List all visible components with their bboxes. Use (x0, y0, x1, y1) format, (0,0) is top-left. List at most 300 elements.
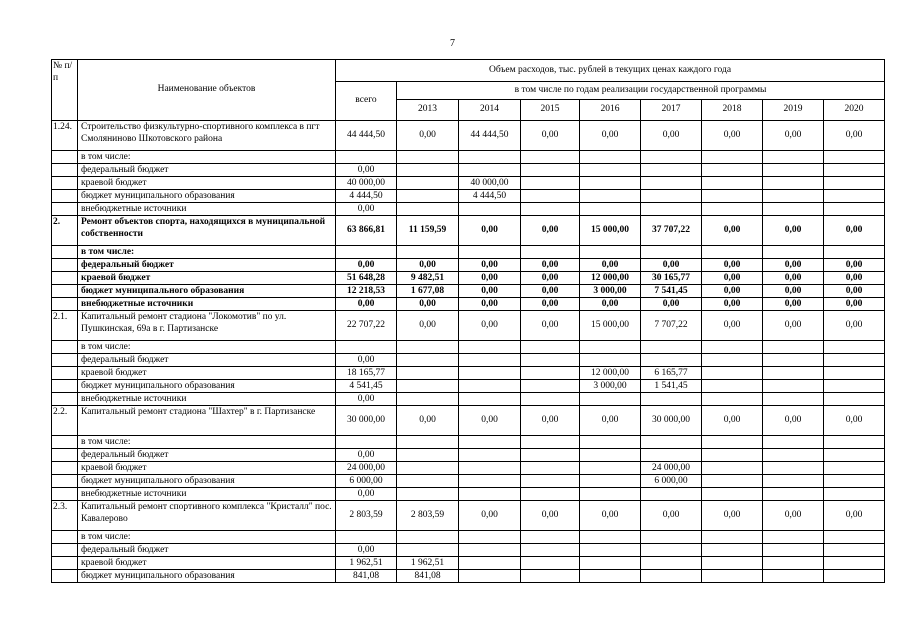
cell-year-value: 15 000,00 (580, 216, 641, 246)
cell-year-value (824, 475, 885, 488)
cell-year-value (763, 475, 824, 488)
cell-year-value (824, 380, 885, 393)
cell-year-value (521, 151, 580, 164)
cell-year-value: 0,00 (824, 121, 885, 151)
cell-year-value (763, 449, 824, 462)
cell-year-value (763, 354, 824, 367)
cell-year-value (580, 393, 641, 406)
cell-year-value (702, 190, 763, 203)
cell-year-value (763, 246, 824, 259)
cell-year-value (641, 531, 702, 544)
header-year: 2016 (580, 100, 641, 121)
cell-year-value (397, 393, 459, 406)
cell-year-value: 0,00 (763, 406, 824, 436)
cell-total: 0,00 (336, 259, 397, 272)
cell-year-value (824, 531, 885, 544)
header-year: 2017 (641, 100, 702, 121)
cell-year-value: 0,00 (521, 501, 580, 531)
cell-year-value: 24 000,00 (641, 462, 702, 475)
cell-year-value (824, 177, 885, 190)
cell-year-value (521, 203, 580, 216)
cell-year-value (702, 203, 763, 216)
cell-year-value (397, 544, 459, 557)
row-name: в том числе: (78, 436, 336, 449)
cell-year-value (397, 380, 459, 393)
cell-year-value: 0,00 (641, 298, 702, 311)
cell-year-value (521, 164, 580, 177)
cell-year-value (459, 449, 521, 462)
cell-year-value: 0,00 (521, 298, 580, 311)
row-index (52, 570, 78, 583)
table-row-breakdown (52, 164, 885, 177)
cell-year-value: 0,00 (702, 121, 763, 151)
row-index (52, 177, 78, 190)
cell-year-value (521, 531, 580, 544)
cell-year-value: 1 541,45 (641, 380, 702, 393)
table-row-breakdown (52, 298, 885, 311)
row-index (52, 557, 78, 570)
cell-year-value (824, 354, 885, 367)
header-year: 2014 (459, 100, 521, 121)
cell-year-value (824, 151, 885, 164)
row-name: федеральный бюджет (78, 449, 336, 462)
cell-year-value (397, 341, 459, 354)
cell-total: 4 444,50 (336, 190, 397, 203)
table-row-breakdown (52, 151, 885, 164)
cell-year-value (580, 354, 641, 367)
cell-year-value (580, 151, 641, 164)
cell-year-value: 7 707,22 (641, 311, 702, 341)
cell-year-value (397, 151, 459, 164)
cell-year-value: 0,00 (763, 298, 824, 311)
row-name: федеральный бюджет (78, 259, 336, 272)
table-row-breakdown (52, 341, 885, 354)
cell-total: 1 962,51 (336, 557, 397, 570)
cell-total: 2 803,59 (336, 501, 397, 531)
table-row-breakdown (52, 190, 885, 203)
cell-year-value (459, 544, 521, 557)
cell-year-value (763, 177, 824, 190)
cell-year-value: 0,00 (459, 298, 521, 311)
cell-year-value (702, 557, 763, 570)
cell-year-value (702, 531, 763, 544)
cell-year-value (397, 449, 459, 462)
row-name: федеральный бюджет (78, 354, 336, 367)
cell-year-value (459, 203, 521, 216)
cell-year-value (702, 544, 763, 557)
cell-year-value: 0,00 (641, 121, 702, 151)
cell-year-value (641, 203, 702, 216)
cell-year-value: 0,00 (824, 285, 885, 298)
row-name: Капитальный ремонт стадиона "Локомотив" по ул. Пушкинская, 69а в г. Партизанске (78, 311, 336, 341)
row-index (52, 462, 78, 475)
cell-total: 63 866,81 (336, 216, 397, 246)
cell-year-value: 44 444,50 (459, 121, 521, 151)
cell-year-value (521, 449, 580, 462)
cell-year-value: 0,00 (397, 259, 459, 272)
cell-year-value (580, 449, 641, 462)
row-name: внебюджетные источники (78, 488, 336, 501)
cell-year-value (521, 380, 580, 393)
cell-year-value: 0,00 (521, 216, 580, 246)
cell-year-value (521, 436, 580, 449)
cell-total: 40 000,00 (336, 177, 397, 190)
cell-year-value (641, 151, 702, 164)
row-index (52, 380, 78, 393)
cell-year-value (459, 354, 521, 367)
cell-year-value (641, 164, 702, 177)
cell-year-value: 0,00 (824, 272, 885, 285)
row-name: в том числе: (78, 246, 336, 259)
row-name: федеральный бюджет (78, 544, 336, 557)
cell-year-value: 9 482,51 (397, 272, 459, 285)
table-row-item (52, 216, 885, 246)
cell-year-value: 6 000,00 (641, 475, 702, 488)
cell-year-value (824, 203, 885, 216)
cell-year-value: 1 962,51 (397, 557, 459, 570)
cell-year-value (580, 341, 641, 354)
cell-year-value: 0,00 (824, 259, 885, 272)
table-body (52, 121, 885, 583)
cell-year-value (702, 570, 763, 583)
cell-year-value (824, 449, 885, 462)
cell-year-value (521, 190, 580, 203)
cell-year-value: 0,00 (521, 285, 580, 298)
table-row-breakdown (52, 531, 885, 544)
cell-year-value (702, 151, 763, 164)
cell-year-value: 0,00 (763, 501, 824, 531)
cell-year-value (459, 246, 521, 259)
table-row-breakdown (52, 449, 885, 462)
row-index (52, 151, 78, 164)
row-name: внебюджетные источники (78, 393, 336, 406)
cell-year-value (702, 341, 763, 354)
row-name: бюджет муниципального образования (78, 475, 336, 488)
cell-year-value (580, 488, 641, 501)
cell-year-value: 0,00 (459, 406, 521, 436)
table-row-breakdown (52, 557, 885, 570)
cell-year-value (580, 475, 641, 488)
table-row-breakdown (52, 354, 885, 367)
cell-year-value: 0,00 (702, 272, 763, 285)
cell-year-value (521, 488, 580, 501)
row-name: краевой бюджет (78, 272, 336, 285)
cell-year-value (824, 570, 885, 583)
cell-year-value (641, 488, 702, 501)
cell-year-value (641, 354, 702, 367)
cell-year-value (397, 462, 459, 475)
cell-total: 0,00 (336, 203, 397, 216)
table-row-breakdown (52, 177, 885, 190)
cell-year-value (763, 367, 824, 380)
cell-year-value (521, 246, 580, 259)
cell-year-value (580, 246, 641, 259)
cell-year-value: 0,00 (702, 285, 763, 298)
row-index (52, 475, 78, 488)
cell-year-value: 0,00 (763, 285, 824, 298)
cell-year-value: 0,00 (397, 406, 459, 436)
cell-year-value (641, 436, 702, 449)
cell-year-value: 0,00 (702, 406, 763, 436)
row-name: в том числе: (78, 151, 336, 164)
table-row-breakdown (52, 570, 885, 583)
table-row-breakdown (52, 259, 885, 272)
cell-year-value: 40 000,00 (459, 177, 521, 190)
cell-year-value: 12 000,00 (580, 272, 641, 285)
row-index (52, 436, 78, 449)
row-index (52, 164, 78, 177)
row-index (52, 272, 78, 285)
header-expenses: Объем расходов, тыс. рублей в текущих ценах каждого года (336, 60, 885, 82)
row-name: Строительство физкультурно-спортивного комплекса в пгт Смоляниново Шкотовского района (78, 121, 336, 151)
cell-year-value (459, 475, 521, 488)
table-row-breakdown (52, 246, 885, 259)
cell-total: 18 165,77 (336, 367, 397, 380)
cell-year-value (521, 544, 580, 557)
cell-year-value (763, 436, 824, 449)
cell-total: 0,00 (336, 354, 397, 367)
row-index (52, 544, 78, 557)
cell-year-value (459, 570, 521, 583)
cell-year-value: 0,00 (702, 259, 763, 272)
cell-year-value: 2 803,59 (397, 501, 459, 531)
cell-year-value (763, 341, 824, 354)
cell-year-value (459, 164, 521, 177)
header-total: всего (336, 82, 397, 121)
cell-year-value (763, 531, 824, 544)
cell-year-value: 0,00 (521, 406, 580, 436)
cell-year-value (580, 531, 641, 544)
cell-year-value: 0,00 (763, 216, 824, 246)
cell-total: 0,00 (336, 393, 397, 406)
cell-year-value (580, 436, 641, 449)
cell-year-value (397, 190, 459, 203)
cell-year-value: 0,00 (459, 285, 521, 298)
cell-total (336, 436, 397, 449)
cell-year-value (824, 462, 885, 475)
row-name: федеральный бюджет (78, 164, 336, 177)
cell-year-value: 0,00 (824, 311, 885, 341)
row-name: бюджет муниципального образования (78, 285, 336, 298)
cell-year-value (763, 151, 824, 164)
cell-year-value (641, 190, 702, 203)
row-name: краевой бюджет (78, 177, 336, 190)
table-row-breakdown (52, 203, 885, 216)
cell-year-value (459, 380, 521, 393)
cell-year-value (397, 531, 459, 544)
cell-year-value: 11 159,59 (397, 216, 459, 246)
cell-year-value (763, 393, 824, 406)
cell-year-value (763, 380, 824, 393)
cell-year-value (824, 190, 885, 203)
cell-year-value (702, 449, 763, 462)
cell-year-value (702, 380, 763, 393)
cell-total: 44 444,50 (336, 121, 397, 151)
cell-year-value: 0,00 (763, 311, 824, 341)
header-year: 2018 (702, 100, 763, 121)
row-name: в том числе: (78, 531, 336, 544)
cell-total: 12 218,53 (336, 285, 397, 298)
cell-year-value: 0,00 (702, 216, 763, 246)
cell-year-value: 30 000,00 (641, 406, 702, 436)
cell-year-value (397, 164, 459, 177)
cell-year-value: 30 165,77 (641, 272, 702, 285)
cell-year-value: 0,00 (521, 272, 580, 285)
row-name: в том числе: (78, 341, 336, 354)
cell-year-value: 0,00 (763, 121, 824, 151)
cell-year-value (459, 341, 521, 354)
cell-year-value (580, 557, 641, 570)
cell-year-value (521, 177, 580, 190)
row-index (52, 354, 78, 367)
cell-year-value: 0,00 (459, 501, 521, 531)
cell-total: 841,08 (336, 570, 397, 583)
cell-year-value (459, 151, 521, 164)
cell-year-value (580, 203, 641, 216)
table-row-item (52, 501, 885, 531)
cell-year-value: 0,00 (641, 259, 702, 272)
cell-year-value: 0,00 (824, 216, 885, 246)
cell-year-value (824, 341, 885, 354)
cell-year-value (397, 246, 459, 259)
table-row-breakdown (52, 488, 885, 501)
cell-year-value (702, 488, 763, 501)
row-name: бюджет муниципального образования (78, 570, 336, 583)
cell-year-value (459, 367, 521, 380)
cell-year-value: 0,00 (824, 298, 885, 311)
cell-year-value: 1 677,08 (397, 285, 459, 298)
cell-year-value (459, 531, 521, 544)
cell-total (336, 246, 397, 259)
cell-year-value: 37 707,22 (641, 216, 702, 246)
table-row-breakdown (52, 367, 885, 380)
row-index (52, 246, 78, 259)
row-index (52, 393, 78, 406)
cell-year-value: 0,00 (824, 406, 885, 436)
cell-year-value: 841,08 (397, 570, 459, 583)
cell-year-value (397, 203, 459, 216)
cell-year-value (397, 436, 459, 449)
cell-year-value (521, 354, 580, 367)
cell-year-value: 0,00 (521, 259, 580, 272)
cell-year-value (763, 557, 824, 570)
cell-year-value (580, 190, 641, 203)
cell-total: 24 000,00 (336, 462, 397, 475)
cell-year-value: 0,00 (702, 311, 763, 341)
cell-year-value (641, 570, 702, 583)
cell-year-value (824, 393, 885, 406)
table-row-breakdown (52, 462, 885, 475)
cell-year-value: 0,00 (459, 311, 521, 341)
cell-year-value (521, 570, 580, 583)
cell-year-value (459, 557, 521, 570)
row-name: внебюджетные источники (78, 203, 336, 216)
cell-year-value (702, 462, 763, 475)
cell-year-value: 3 000,00 (580, 380, 641, 393)
cell-total: 22 707,22 (336, 311, 397, 341)
row-name: бюджет муниципального образования (78, 380, 336, 393)
cell-year-value (824, 367, 885, 380)
row-index (52, 449, 78, 462)
table-row-breakdown (52, 380, 885, 393)
cell-year-value (580, 544, 641, 557)
cell-year-value (397, 475, 459, 488)
cell-year-value (702, 367, 763, 380)
cell-year-value (521, 341, 580, 354)
cell-year-value (580, 164, 641, 177)
row-index (52, 367, 78, 380)
cell-year-value: 0,00 (521, 121, 580, 151)
cell-year-value: 4 444,50 (459, 190, 521, 203)
cell-year-value (824, 544, 885, 557)
row-index (52, 341, 78, 354)
cell-year-value (641, 246, 702, 259)
cell-year-value (397, 177, 459, 190)
cell-year-value (702, 164, 763, 177)
cell-year-value: 12 000,00 (580, 367, 641, 380)
cell-year-value (763, 488, 824, 501)
cell-year-value: 0,00 (580, 298, 641, 311)
cell-year-value: 0,00 (702, 298, 763, 311)
cell-year-value (521, 475, 580, 488)
row-index: 2.1. (52, 311, 78, 341)
header-row-top (52, 60, 885, 82)
cell-year-value (521, 462, 580, 475)
cell-year-value: 0,00 (580, 406, 641, 436)
cell-year-value: 0,00 (459, 216, 521, 246)
row-index: 2. (52, 216, 78, 246)
row-index (52, 488, 78, 501)
cell-year-value: 0,00 (459, 259, 521, 272)
cell-year-value (763, 570, 824, 583)
table-row-item (52, 406, 885, 436)
cell-year-value: 0,00 (580, 259, 641, 272)
cell-year-value (397, 354, 459, 367)
cell-year-value (580, 177, 641, 190)
cell-total: 0,00 (336, 164, 397, 177)
cell-year-value: 0,00 (521, 311, 580, 341)
cell-year-value: 3 000,00 (580, 285, 641, 298)
cell-year-value (521, 393, 580, 406)
cell-total: 0,00 (336, 298, 397, 311)
cell-year-value: 0,00 (763, 259, 824, 272)
cell-year-value: 0,00 (580, 121, 641, 151)
cell-total (336, 531, 397, 544)
cell-year-value (521, 367, 580, 380)
cell-year-value (641, 449, 702, 462)
row-name: Капитальный ремонт стадиона "Шахтер" в г. Партизанске (78, 406, 336, 436)
page-number: 7 (450, 38, 455, 49)
row-name: Капитальный ремонт спортивного комплекса "Кристалл" пос. Кавалерово (78, 501, 336, 531)
cell-year-value (824, 557, 885, 570)
row-index (52, 203, 78, 216)
cell-year-value (459, 488, 521, 501)
cell-year-value: 6 165,77 (641, 367, 702, 380)
cell-total: 0,00 (336, 449, 397, 462)
cell-total: 0,00 (336, 544, 397, 557)
cell-year-value: 0,00 (702, 501, 763, 531)
cell-total (336, 151, 397, 164)
row-name: внебюджетные источники (78, 298, 336, 311)
cell-year-value (641, 177, 702, 190)
cell-year-value (702, 475, 763, 488)
table-row-breakdown (52, 272, 885, 285)
row-index (52, 531, 78, 544)
row-index: 2.3. (52, 501, 78, 531)
row-index: 1.24. (52, 121, 78, 151)
cell-total: 30 000,00 (336, 406, 397, 436)
row-index (52, 259, 78, 272)
